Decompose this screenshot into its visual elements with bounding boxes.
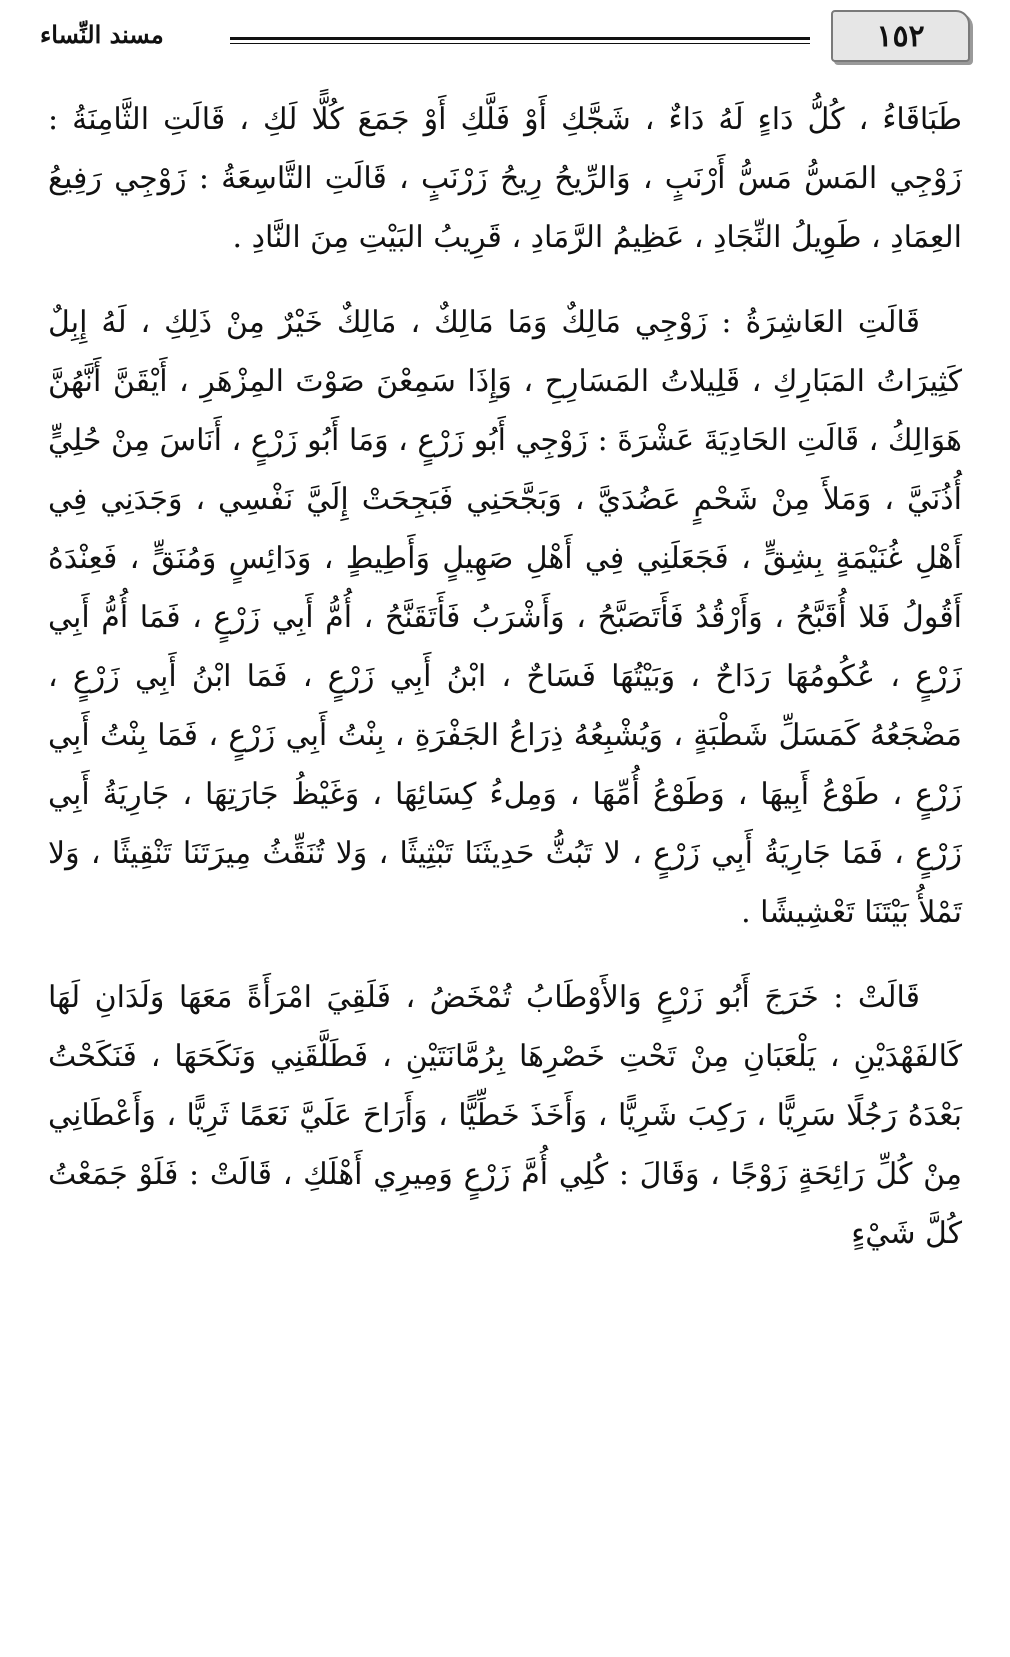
page-header (40, 10, 970, 66)
page-number: ١٥٢ (831, 10, 970, 62)
header-rule (230, 37, 810, 40)
paragraph-1: طَبَاقَاءُ ، كُلُّ دَاءٍ لَهُ دَاءٌ ، شَجَّكِ أَوْ فَلَّكِ أَوْ جَمَعَ كُلًّا لَكِ ، قَالَتِ الثَّامِنَةُ : زَوْجِي المَسُّ مَسُّ أَرْنَبٍ ، وَالرِّيحُ رِيحُ زَرْنَبٍ ، قَالَتِ التَّاسِعَةُ : زَوْجِي رَفِيعُ العِمَادِ ، طَوِيلُ النِّجَادِ ، عَظِيمُ الرَّمَادِ ، قَرِيبُ البَيْتِ مِنَ النَّادِ . (48, 102, 962, 255)
paragraph-2: قَالَتِ العَاشِرَةُ : زَوْجِي مَالِكٌ وَمَا مَالِكٌ ، مَالِكٌ خَيْرٌ مِنْ ذَلِكِ ، لَهُ إِبِلٌ كَثِيرَاتُ المَبَارِكِ ، قَلِيلاتُ المَسَارِحِ ، وَإِذَا سَمِعْنَ صَوْتَ المِزْهَرِ ، أَيْقَنَّ أَنَّهُنَّ هَوَالِكُ ، قَالَتِ الحَادِيَةَ عَشْرَةَ : زَوْجِي أَبُو زَرْعٍ ، وَمَا أَبُو زَرْعٍ ، أَنَاسَ مِنْ حُلِيٍّ أُذُنَيَّ ، وَمَلأَ مِنْ شَحْمٍ عَضُدَيَّ ، وَبَجَّحَنِي فَبَجِحَتْ إِلَيَّ نَفْسِي ، وَجَدَنِي فِي أَهْلِ غُنَيْمَةٍ بِشِقٍّ ، فَجَعَلَنِي فِي أَهْلِ صَهِيلٍ وَأَطِيطٍ ، وَدَائِسٍ وَمُنَقٍّ ، فَعِنْدَهُ أَقُولُ فَلا أُقَبَّحُ ، وَأَرْقُدُ فَأَتَصَبَّحُ ، وَأَشْرَبُ فَأَتَقَنَّحُ ، أُمُّ أَبِي زَرْعٍ ، فَمَا أُمُّ أَبِي زَرْعٍ ، عُكُومُهَا رَدَاحٌ ، وَبَيْتُهَا فَسَاحٌ ، ابْنُ أَبِي زَرْعٍ ، فَمَا ابْنُ أَبِي زَرْعٍ ، مَضْجَعُهُ كَمَسَلِّ شَطْبَةٍ ، وَيُشْبِعُهُ ذِرَاعُ الجَفْرَةِ ، بِنْتُ أَبِي زَرْعٍ ، فَمَا بِنْتُ أَبِي زَرْعٍ ، طَوْعُ أَبِيهَا ، وَطَوْعُ أُمِّهَا ، وَمِلءُ كِسَائِهَا ، وَغَيْظُ جَارَتِهَا ، جَارِيَةُ أَبِي زَرْعٍ ، فَمَا جَارِيَةُ أَبِي زَرْعٍ ، لا تَبُثُّ حَدِيثَنَا تَبْثِيثًا ، وَلا تُنَقِّثُ مِيرَتَنَا تَنْقِيثًا ، وَلا تَمْلأُ بَيْتَنَا تَعْشِيشًا . (48, 305, 962, 930)
paragraph-3: قَالَتْ : خَرَجَ أَبُو زَرْعٍ وَالأَوْطَابُ تُمْخَضُ ، فَلَقِيَ امْرَأَةً مَعَهَا وَلَدَانِ لَهَا كَالفَهْدَيْنِ ، يَلْعَبَانِ مِنْ تَحْتِ خَصْرِهَا بِرُمَّانَتَيْنِ ، فَطَلَّقَنِي وَنَكَحَهَا ، فَنَكَحْتُ بَعْدَهُ رَجُلًا سَرِيًّا ، رَكِبَ شَرِيًّا ، وَأَخَذَ خَطِّيًّا ، وَأَرَاحَ عَلَيَّ نَعَمًا ثَرِيًّا ، وَأَعْطَانِي مِنْ كُلِّ رَائِحَةٍ زَوْجًا ، وَقَالَ : كُلِي أُمَّ زَرْعٍ وَمِيرِي أَهْلَكِ ، قَالَتْ : فَلَوْ جَمَعْتُ كُلَّ شَيْءٍ (48, 980, 962, 1251)
running-title: مسند النِّساء (40, 20, 164, 49)
page-body (48, 90, 962, 1263)
